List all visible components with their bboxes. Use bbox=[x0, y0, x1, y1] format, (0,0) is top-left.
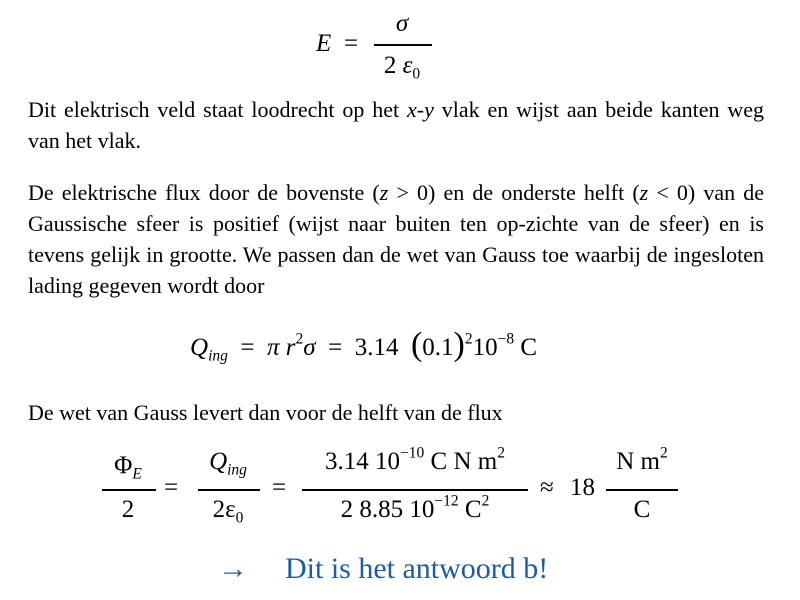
eq3-frac-charge-num: $Q_{ing}$ bbox=[209, 448, 247, 479]
eq2-unit: C bbox=[520, 334, 538, 361]
eq3-frac-numeric-num: 3.14 $10^{-10}$ C N $m^2$ bbox=[325, 444, 505, 475]
answer-line bbox=[218, 552, 548, 586]
eq3-op-approx: ≈ bbox=[540, 474, 554, 501]
eq3-frac-numeric-den: 2 8.85 $10^{-12}$ $C^2$ bbox=[340, 492, 490, 523]
eq3-op-1: = bbox=[164, 474, 179, 501]
answer-text: Dit is het antwoord b! bbox=[285, 552, 549, 585]
eq3-bar-1 bbox=[102, 489, 156, 491]
eq2-number: 3.14 bbox=[354, 334, 399, 361]
arrow-right-icon: → bbox=[218, 552, 248, 585]
eq3-frac-unit-den: C bbox=[633, 496, 651, 523]
paragraph-field-direction: Dit elektrisch veld staat loodrecht op het x-y vlak en wijst aan beide kanten weg van het vlak. bbox=[28, 97, 764, 153]
eq3-frac-unit-num: N $m^2$ bbox=[616, 444, 668, 475]
eq1-equals: = bbox=[344, 30, 359, 57]
eq3-result-value: 18 bbox=[570, 474, 595, 501]
eq3-bar-4 bbox=[606, 489, 678, 491]
eq2-lhs: Q bbox=[190, 334, 209, 361]
eq3-bar-3 bbox=[302, 489, 528, 491]
eq3-frac-flux-num: $\Phi_E$ bbox=[114, 452, 142, 483]
eq1-numerator: σ bbox=[395, 10, 409, 37]
eq1-lhs: E bbox=[316, 30, 332, 57]
paragraph-gauss-flux: De elektrische flux door de bovenste (z > 0) en de onderste helft (z < 0) van de Gaussische sfeer is positief (wijst naar buiten ten op-zichte van de sfeer) en is tevens gelijk in grootte. We passen dan de wet van Gauss toe waarbij de ingesloten lading gegeven wordt door bbox=[28, 180, 764, 298]
eq1-fraction-bar bbox=[374, 44, 432, 46]
paragraph-half-flux: De wet van Gauss levert dan voor de helft van de flux bbox=[28, 400, 503, 425]
equation-enclosed-charge: $Q_{ing} = \pi$ $r^2\sigma = 3.14$ $(0.1)^210^{-8}$ C bbox=[190, 326, 538, 365]
eq3-bar-2 bbox=[198, 489, 260, 491]
equation-half-flux bbox=[0, 440, 800, 540]
eq1-denominator: 2 $\varepsilon_0$ bbox=[383, 52, 421, 83]
eq3-frac-flux-den: 2 bbox=[121, 496, 135, 523]
eq3-op-2: = bbox=[272, 474, 287, 501]
equation-field-plane bbox=[300, 0, 460, 90]
eq3-frac-charge-den: $2\varepsilon_0$ bbox=[212, 496, 244, 527]
